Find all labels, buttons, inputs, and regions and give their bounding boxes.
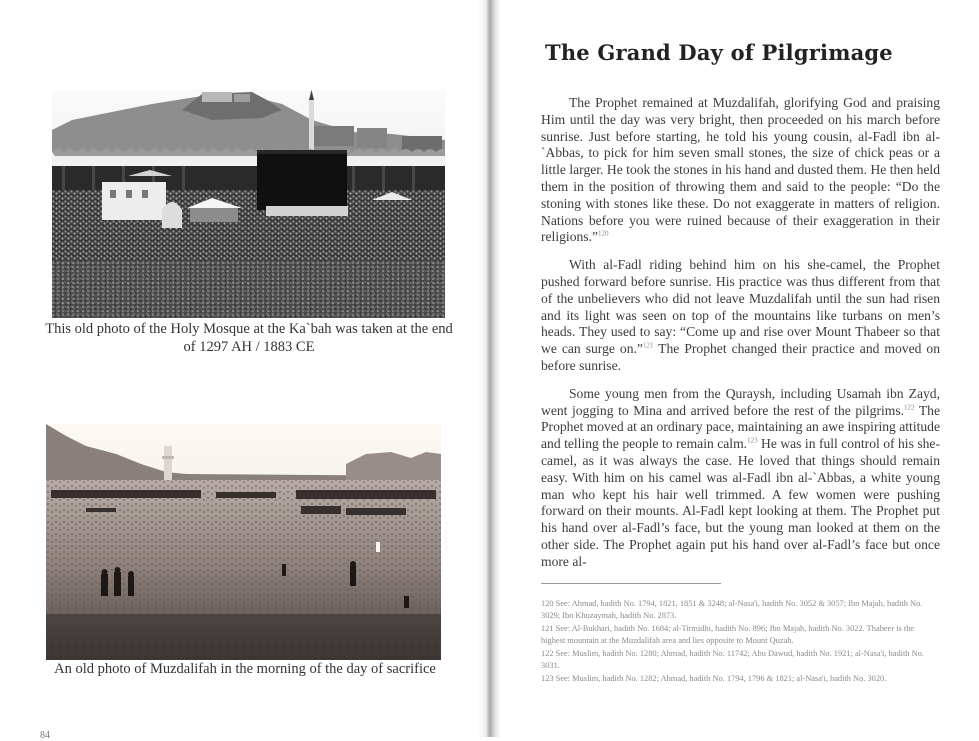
page-number: 84 <box>40 730 50 741</box>
muzdalifah-photo-caption: An old photo of Muzdalifah in the morning of the day of sacrifice <box>54 661 436 677</box>
footnotes <box>541 598 940 687</box>
chapter-title: The Grand Day of Pilgrimage <box>545 40 893 65</box>
footnote: 123 See: Muslim, hadith No. 1282; Ahmad, hadith No. 1794, 1796 & 1821; al-Nasa'i, hadith No. 3020. <box>541 674 887 683</box>
kabah-photo <box>52 90 445 318</box>
paragraph: With al-Fadl riding behind him on his she-camel, the Prophet pushed forward before sunrise. His practice was thus different from that of the unbelievers who did not leave Muzdalifah until the sun had risen and its light was seen on top of the mountains like turbans on men’s heads. They used to say: “Come up and rise over Mount Thabeer so that we can surge on.”$^{121}$ The Prophet changed their practice and moved on before sunrise. <box>541 257 941 373</box>
footnote-ref: 120 <box>598 229 609 238</box>
paragraph: Some young men from the Quraysh, including Usamah ibn Zayd, went jogging to Mina and arrived before the rest of the pilgrims.$^{122}$ The Prophet moved at an ordinary pace, maintaining an awe inspiring attitude and telling the people to remain calm.$^{123}$ He was in full control of his she-camel, as it was always the case. He loved that things should remain easy. With him on his camel was al-Fadl ibn al-`Abbas, a white young man who kept his hair well trimmed. A few women were pushing forward on their mounts. Al-Fadl kept looking at them. The Prophet put his hand over al-Fadl’s face, but the young man looked at them on the other side. The Prophet again put his hand over al-Fadl’s face but once more al- <box>541 385 941 569</box>
footnote: 120 See: Ahmad, hadith No. 1794, 1821, 1851 & 3248; al-Nasa'i, hadith No. 3052 & 3057; Ibn Majah, hadith No. 3029; Ibn Khuzaymah, hadith No. 2873. <box>541 599 923 620</box>
footnote: 122 See: Muslim, hadith No. 1280; Ahmad, hadith No. 11742; Abu Dawud, hadith No. 1921; al-Nasa'i, hadith No. 3031. <box>541 649 924 670</box>
footnote-ref: 123 <box>747 436 758 445</box>
body-text <box>541 95 940 582</box>
kabah-photo-caption: This old photo of the Holy Mosque at the Ka`bah was taken at the end of 1297 AH / 1883 CE <box>45 321 453 355</box>
left-page <box>0 0 488 741</box>
footnote-divider <box>541 583 721 584</box>
book-gutter <box>478 0 500 737</box>
muzdalifah-photo <box>46 424 441 660</box>
footnote: 121 See: Al-Bukhari, hadith No. 1684; al-Tirmidhi, hadith No. 896; Ibn Majah, hadith No. 3022. Thabeer is the highest mountain at the Muzdalifah area and lies opposite to Mount Quzah. <box>541 624 915 645</box>
paragraph: The Prophet remained at Muzdalifah, glorifying God and praising Him until the day was very bright, then proceeded on his march before sunrise. Just before starting, he told his young cousin, al-Fadl ibn al-`Abbas, to pick for him seven small stones, the size of chick peas or a little larger. He took the stones in his hand and dusted them. He then held them in the position of throwing them and said to the people: “Do the stoning with stones like these. Do not exaggerate in matters of religion. Nations before you were ruined because of their exaggeration in their religions.”$^{120}$ <box>541 95 940 245</box>
footnote-ref: 121 <box>642 341 654 350</box>
footnote-ref: 122 <box>904 403 915 412</box>
